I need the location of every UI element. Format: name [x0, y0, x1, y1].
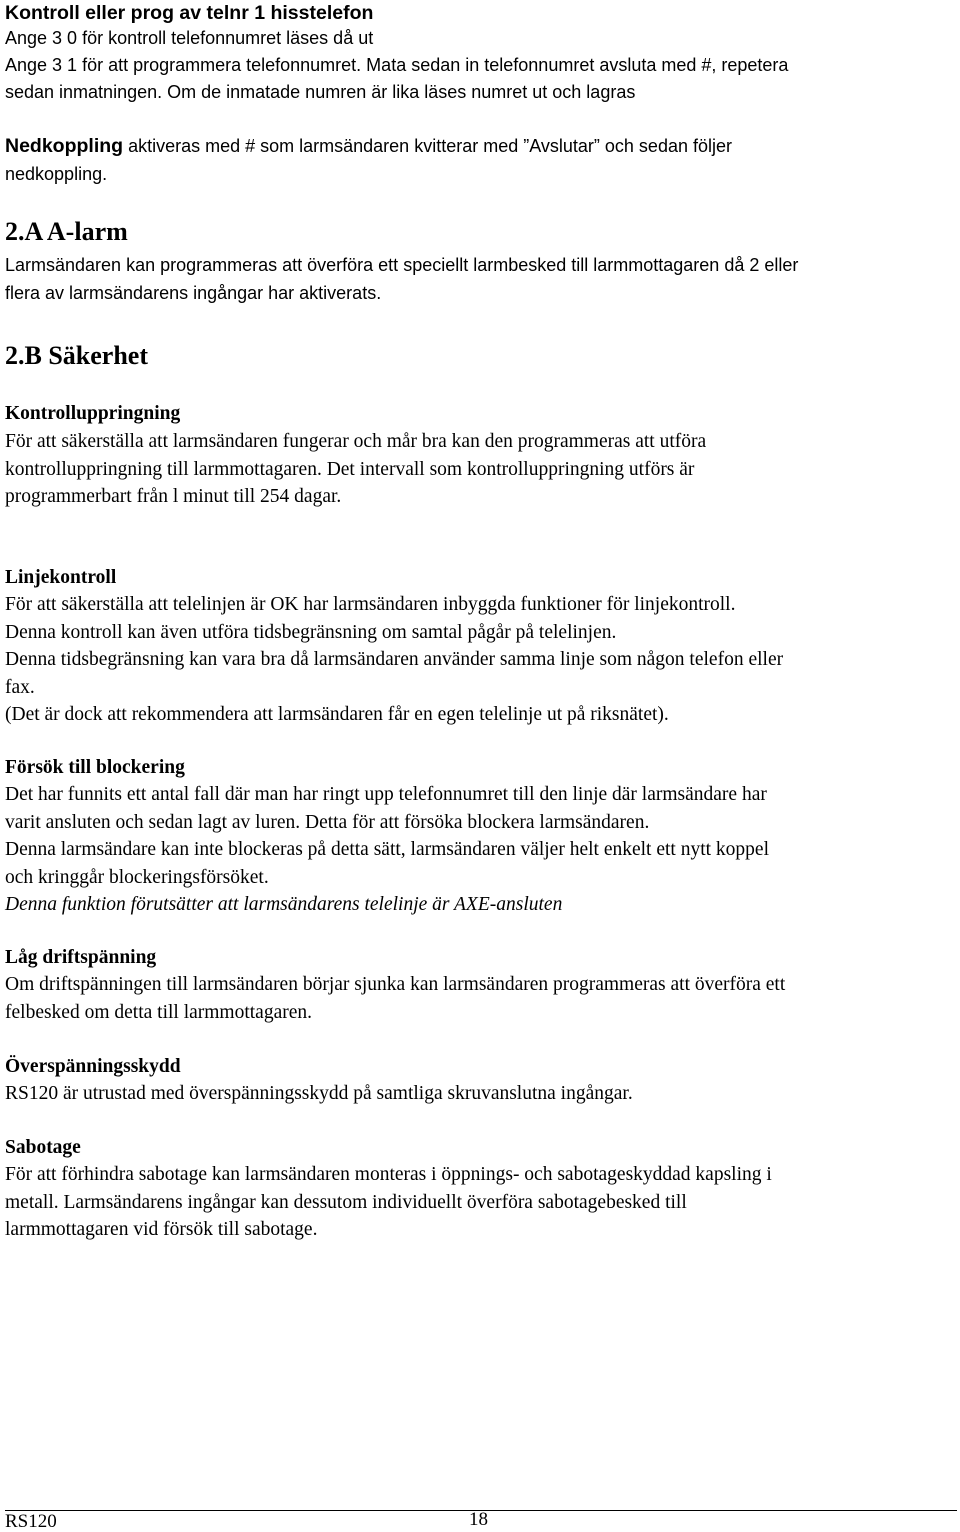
page-number: 18 — [469, 1509, 488, 1530]
text-line: Ange 3 1 för att programmera telefonnumret. Mata sedan in telefonnumret avsluta med #, repetera — [5, 55, 789, 75]
subheading-overspanningsskydd: Överspänningsskydd — [5, 1056, 181, 1077]
text-line: sedan inmatningen. Om de inmatade numren är lika läses numret ut och lagras — [5, 82, 636, 102]
text-line: flera av larmsändarens ingångar har aktiverats. — [5, 283, 382, 303]
subheading-linjekontroll: Linjekontroll — [5, 567, 117, 588]
footer-product-name: RS120 — [5, 1511, 57, 1532]
linje-paragraph — [5, 591, 952, 729]
text-line: och kringgår blockeringsförsöket. — [5, 866, 269, 888]
text-line: (Det är dock att rekommendera att larmsändaren får en egen telelinje ut på riksnätet). — [5, 704, 669, 725]
text-line: Denna kontroll kan även utföra tidsbegränsning om samtal pågår på telelinjen. — [5, 621, 617, 643]
text-line: metall. Larmsändarens ingångar kan dessutom individuellt överföra sabotagebesked till — [5, 1191, 687, 1213]
italic-note: Denna funktion förutsätter att larmsändarens telelinje är AXE-ansluten — [5, 894, 563, 915]
text-line: Larmsändaren kan programmeras att överföra ett speciellt larmbesked till larmmottagaren då 2 eller — [5, 255, 799, 275]
blockering-paragraph — [5, 781, 952, 919]
text-line: fax. — [5, 676, 35, 698]
section-2a-paragraph — [5, 251, 952, 307]
nedkoppling-label: Nedkoppling — [5, 135, 124, 157]
text-line: kontrolluppringning till larmmottagaren. Det intervall som kontrolluppringning utförs är — [5, 458, 695, 480]
subheading-blockering: Försök till blockering — [5, 757, 185, 778]
subheading-kontrolluppringning: Kontrolluppringning — [5, 403, 181, 424]
text-line: nedkoppling. — [5, 163, 108, 184]
subheading-lag-driftspanning: Låg driftspänning — [5, 947, 157, 968]
over-paragraph — [5, 1080, 952, 1108]
sabotage-paragraph — [5, 1161, 952, 1244]
nedkoppling-text: aktiveras med # som larmsändaren kvitterar med ”Avslutar” och sedan följer — [123, 136, 732, 156]
text-line: Denna tidsbegränsning kan vara bra då larmsändaren använder samma linje som någon telefon eller — [5, 649, 784, 670]
kontroll-paragraph — [5, 428, 952, 511]
nedkoppling-paragraph — [5, 133, 952, 188]
text-line: Om driftspänningen till larmsändaren börjar sjunka kan larmsändaren programmeras att överföra ett — [5, 974, 786, 995]
text-line: Det har funnits ett antal fall där man har ringt upp telefonnumret till den linje där larmsändare har — [5, 784, 767, 805]
text-line: Denna larmsändare kan inte blockeras på detta sätt, larmsändaren väljer helt enkelt ett nytt koppel — [5, 839, 769, 860]
text-line: programmerbart från l minut till 254 dagar. — [5, 486, 342, 507]
lag-paragraph — [5, 971, 952, 1026]
section-heading-2b: 2.B Säkerhet — [5, 341, 148, 370]
text-line: larmmottagaren vid försök till sabotage. — [5, 1219, 318, 1240]
section-heading-kontroll-telnr: Kontroll eller prog av telnr 1 hisstelefon — [5, 2, 374, 24]
text-line: varit ansluten och sedan lagt av luren. Detta för att försöka blockera larmsändaren. — [5, 811, 650, 833]
text-line — [5, 133, 952, 161]
text-line: För att säkerställa att telelinjen är OK har larmsändaren inbyggda funktioner för linjekontroll. — [5, 594, 736, 615]
section-heading-2a: 2.A A-larm — [5, 217, 128, 246]
text-line: felbesked om detta till larmmottagaren. — [5, 1001, 313, 1023]
text-line: För att säkerställa att larmsändaren fungerar och mår bra kan den programmeras att utföra — [5, 431, 707, 452]
text-line: För att förhindra sabotage kan larmsändaren monteras i öppnings- och sabotageskyddad kapsling i — [5, 1164, 772, 1185]
top-paragraph — [5, 25, 952, 106]
text-line: Ange 3 0 för kontroll telefonnumret läses då ut — [5, 28, 374, 48]
text-line: RS120 är utrustad med överspänningsskydd på samtliga skruvanslutna ingångar. — [5, 1083, 633, 1104]
subheading-sabotage: Sabotage — [5, 1137, 81, 1158]
